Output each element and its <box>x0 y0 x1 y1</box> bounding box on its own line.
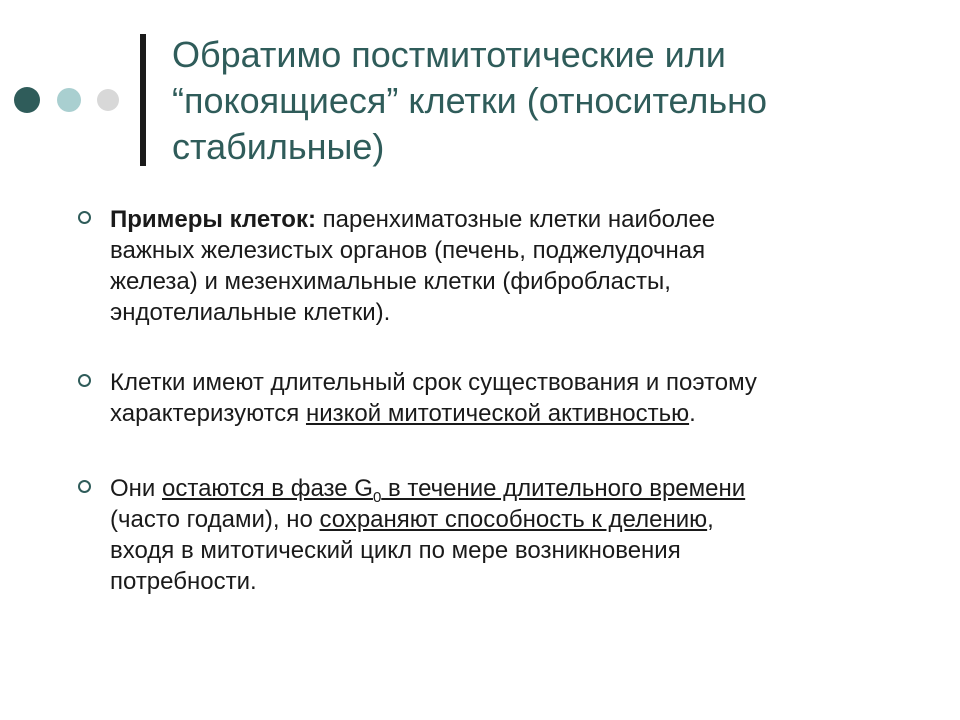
bullet-line: важных железистых органов (печень, поджелудочная <box>110 237 706 264</box>
underlined-part: в течение длительного времени <box>381 475 746 502</box>
bullet-circle-icon <box>78 374 91 387</box>
subscript: 0 <box>372 488 382 506</box>
bullet-line <box>110 398 910 429</box>
bullet-text: . <box>689 400 696 427</box>
bullet-line: эндотелиальные клетки). <box>110 299 391 326</box>
bullet-line: входя в митотический цикл по мере возникновения <box>110 537 681 564</box>
bullet-line <box>110 473 910 504</box>
underlined-text: низкой митотической активностью <box>305 400 690 427</box>
underlined-part: остаются в фазе G <box>162 475 373 502</box>
bullet-line: Клетки имеют длительный срок существования и поэтому <box>110 369 757 396</box>
bullet-g0-phase <box>110 473 910 597</box>
bullet-line <box>110 204 910 235</box>
bullet-circle-icon <box>78 211 91 224</box>
bullet-text: характеризуются <box>110 400 306 427</box>
bullet-text: паренхиматозные клетки наиболее <box>315 206 716 233</box>
decorative-dot-grey <box>97 89 119 111</box>
bullet-line <box>110 504 910 535</box>
bullet-lifespan <box>110 367 910 429</box>
bullet-line: железа) и мезенхимальные клетки (фибробласты, <box>110 268 671 295</box>
underlined-text: сохраняют способность к делению <box>319 506 708 533</box>
bullet-text: , <box>707 506 714 533</box>
title-line: Обратимо постмитотические или <box>172 34 726 75</box>
title-line: стабильные) <box>172 126 385 167</box>
decorative-dot-dark <box>14 87 40 113</box>
bullet-text: (часто годами), но <box>110 506 320 533</box>
title-divider-bar <box>140 34 146 166</box>
bullet-label: Примеры клеток: <box>110 206 316 233</box>
bullet-circle-icon <box>78 480 91 493</box>
decorative-dot-light <box>57 88 81 112</box>
title-line: “покоящиеся” клетки (относительно <box>172 80 768 121</box>
underlined-text <box>162 475 746 506</box>
bullet-text: Они <box>110 475 162 502</box>
bullet-line: потребности. <box>110 568 257 595</box>
slide-title <box>172 32 942 170</box>
bullet-examples <box>110 204 910 328</box>
